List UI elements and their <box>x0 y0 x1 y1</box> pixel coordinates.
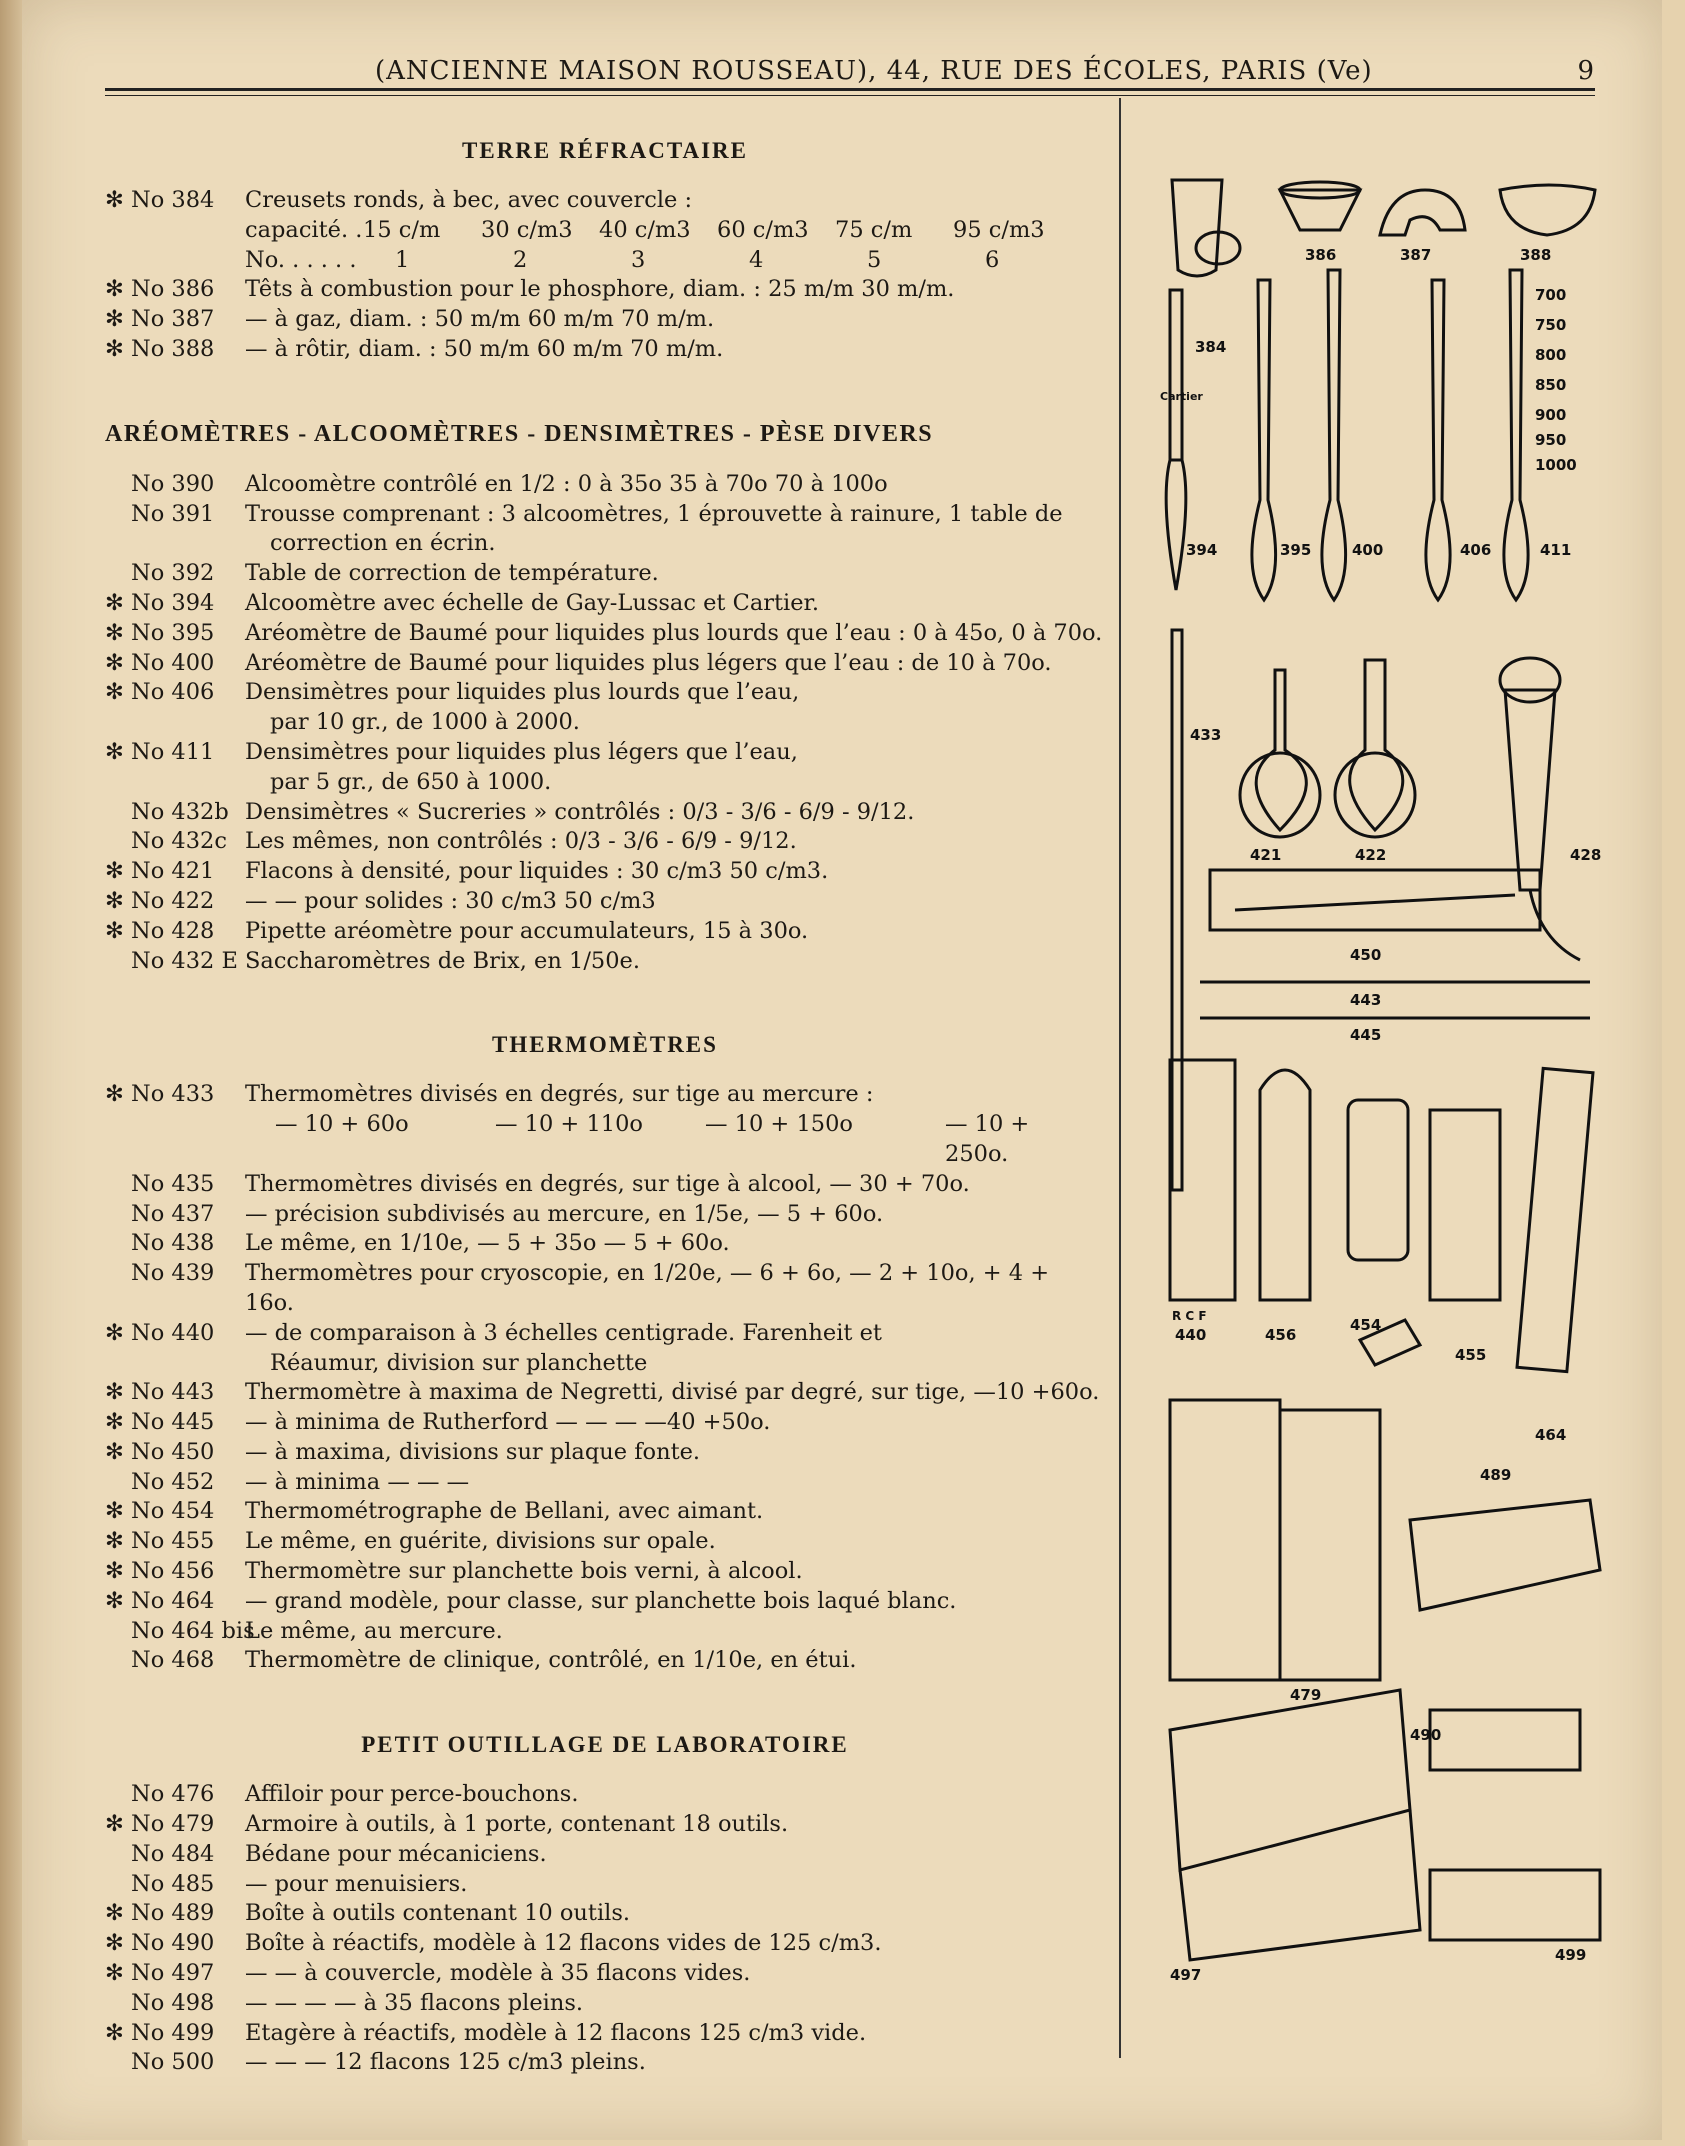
item-description: par 5 gr., de 650 à 1000. <box>270 768 552 795</box>
recommended-mark: ✻ <box>105 1409 124 1436</box>
comparison-thermometer-drawing <box>1170 1060 1235 1300</box>
item-number: No 479 <box>131 1811 215 1838</box>
illustrations-column <box>1160 170 1610 1990</box>
item-description: Alcoomètre contrôlé en 1/2 : 0 à 35o 35 à 70o 70 à 100o <box>245 470 888 497</box>
figure-label-455: 455 <box>1455 1346 1487 1364</box>
size-number: 6 <box>985 246 1000 273</box>
item-number: No 452 <box>131 1468 215 1495</box>
list-item <box>105 917 1105 947</box>
section-title-outillage: PETIT OUTILLAGE DE LABORATOIRE <box>361 1732 849 1758</box>
item-number: No 428 <box>131 917 215 944</box>
item-number: No 499 <box>131 2019 215 2046</box>
item-description: Alcoomètre avec échelle de Gay-Lussac et Cartier. <box>245 589 819 616</box>
figure-label-489: 489 <box>1480 1466 1512 1484</box>
section-title-terre: TERRE RÉFRACTAIRE <box>462 138 748 163</box>
item-number: No 450 <box>131 1438 215 1465</box>
recommended-mark: ✻ <box>105 738 124 765</box>
scale-value: 850 <box>1535 376 1567 394</box>
recommended-mark: ✻ <box>105 276 124 303</box>
item-number: No 500 <box>131 2049 215 2076</box>
recommended-mark: ✻ <box>105 1900 124 1927</box>
recommended-mark: ✻ <box>105 1379 124 1406</box>
item-description: Thermomètres divisés en degrés, sur tige au mercure : <box>245 1081 874 1108</box>
capacity-value: 40 c/m3 <box>599 216 691 243</box>
figure-label-490: 490 <box>1410 1726 1442 1744</box>
recommended-mark: ✻ <box>105 887 124 914</box>
size-number: 3 <box>631 246 646 273</box>
recommended-mark: ✻ <box>105 1960 124 1987</box>
scale-letters: R C F <box>1172 1309 1207 1323</box>
catalog-illustrations <box>1160 170 1610 1990</box>
item-number: No 437 <box>131 1200 215 1227</box>
item-number: No 395 <box>131 619 215 646</box>
density-flask-drawing <box>1256 670 1306 830</box>
list-item <box>105 738 1105 768</box>
capacity-row <box>105 216 1105 246</box>
list-item <box>105 619 1105 649</box>
item-description: Thermomètre à maxima de Negretti, divisé par degré, sur tige, —10 +60o. <box>245 1379 1100 1406</box>
figure-label-456: 456 <box>1265 1326 1297 1344</box>
figure-label-428: 428 <box>1570 846 1602 864</box>
roasting-dish-drawing <box>1500 185 1595 235</box>
figure-label-384: 384 <box>1195 338 1227 356</box>
item-description: Trousse comprenant : 3 alcoomètres, 1 éprouvette à rainure, 1 table de <box>245 500 1063 527</box>
list-item-continuation <box>105 768 1105 798</box>
list-item <box>105 2019 1105 2049</box>
list-item <box>105 589 1105 619</box>
list-item <box>105 1408 1105 1438</box>
list-item-388 <box>105 335 1105 365</box>
list-item <box>105 1259 1105 1319</box>
varnished-thermometer-drawing <box>1260 1070 1310 1300</box>
capacity-label: capacité. . <box>245 216 363 243</box>
item-description: Aréomètre de Baumé pour liquides plus légers que l’eau : de 10 à 70o. <box>245 649 1052 676</box>
list-item <box>105 1617 1105 1647</box>
recommended-mark: ✻ <box>105 2019 124 2046</box>
recommended-mark: ✻ <box>105 649 124 676</box>
item-number: No 433 <box>131 1081 215 1108</box>
scale-value: 950 <box>1535 431 1567 449</box>
item-number: No 391 <box>131 500 215 527</box>
list-item <box>105 1170 1105 1200</box>
item-number: No 387 <box>131 306 215 333</box>
item-number: No 445 <box>131 1409 215 1436</box>
item-number: No 432b <box>131 798 229 825</box>
long-thermometer-drawing <box>1172 630 1182 1190</box>
list-item-386 <box>105 275 1105 305</box>
list-item <box>105 1378 1105 1408</box>
item-number: No 476 <box>131 1781 215 1808</box>
item-number: No 392 <box>131 560 215 587</box>
list-item <box>105 559 1105 589</box>
item-number: No 406 <box>131 679 215 706</box>
item-number: No 411 <box>131 738 215 765</box>
recommended-mark: ✻ <box>105 1319 124 1346</box>
capacity-value: 75 c/m <box>835 216 913 243</box>
item-description: Affiloir pour perce-bouchons. <box>245 1781 579 1808</box>
range-value: — 10 + 60o <box>275 1111 409 1138</box>
capacity-value: 95 c/m3 <box>953 216 1045 243</box>
recommended-mark: ✻ <box>105 858 124 885</box>
list-item <box>105 1899 1105 1929</box>
item-description: — — pour solides : 30 c/m3 50 c/m3 <box>245 887 656 914</box>
item-description: Thermomètres divisés en degrés, sur tige à alcool, — 30 + 70o. <box>245 1170 970 1197</box>
figure-label-479: 479 <box>1290 1686 1322 1704</box>
item-description: Les mêmes, non contrôlés : 0/3 - 3/6 - 6/9 - 9/12. <box>245 828 797 855</box>
capacity-value: 30 c/m3 <box>481 216 573 243</box>
list-item <box>105 1527 1105 1557</box>
item-description: — — — — à 35 flacons pleins. <box>245 1989 584 2016</box>
item-description: — grand modèle, pour classe, sur planchette bois laqué blanc. <box>245 1587 957 1614</box>
reagent-box-drawing <box>1170 1690 1410 1870</box>
list-item <box>105 1229 1105 1259</box>
list-item <box>105 947 1105 977</box>
capacity-value: 60 c/m3 <box>717 216 809 243</box>
item-description: Boîte à outils contenant 10 outils. <box>245 1900 631 1927</box>
reagent-shelf-drawing <box>1430 1870 1600 1940</box>
list-item <box>105 827 1105 857</box>
recommended-mark: ✻ <box>105 1811 124 1838</box>
item-description: Thermomètres pour cryoscopie, en 1/20e, — 6 + 6o, — 2 + 10o, + 4 + 16o. <box>245 1260 1050 1316</box>
list-item <box>105 1929 1105 1959</box>
item-number: No 464 bis <box>131 1617 255 1644</box>
item-number: No 386 <box>131 276 215 303</box>
list-item <box>105 798 1105 828</box>
list-item <box>105 1810 1105 1840</box>
bellani-drawing <box>1348 1100 1408 1260</box>
item-description: Armoire à outils, à 1 porte, contenant 18 outils. <box>245 1811 789 1838</box>
guerite-drawing <box>1430 1110 1500 1300</box>
size-number: 1 <box>395 246 410 273</box>
item-description: — — à couvercle, modèle à 35 flacons vides. <box>245 1960 751 1987</box>
item-number: No 421 <box>131 858 215 885</box>
size-number: 5 <box>867 246 882 273</box>
item-number: No 497 <box>131 1960 215 1987</box>
item-number: No 489 <box>131 1900 215 1927</box>
item-description: Le même, en 1/10e, — 5 + 35o — 5 + 60o. <box>245 1230 730 1257</box>
item-number: No 498 <box>131 1989 215 2016</box>
item-description: — de comparaison à 3 échelles centigrade. Farenheit et <box>245 1319 882 1346</box>
item-description: — — — 12 flacons 125 c/m3 pleins. <box>245 2049 646 2076</box>
list-item <box>105 1557 1105 1587</box>
recommended-mark: ✻ <box>105 1081 124 1108</box>
classroom-thermometer-drawing <box>1517 1068 1593 1371</box>
figure-label-433: 433 <box>1190 726 1222 744</box>
figure-label-400: 400 <box>1352 541 1384 559</box>
item-number: No 438 <box>131 1230 215 1257</box>
figure-label-422: 422 <box>1355 846 1387 864</box>
scale-value: 700 <box>1535 286 1567 304</box>
figure-label-440: 440 <box>1175 1326 1207 1344</box>
list-item <box>105 678 1105 708</box>
figure-label-395: 395 <box>1280 541 1312 559</box>
page-header <box>105 56 1595 90</box>
item-description: Réaumur, division sur planchette <box>270 1349 648 1376</box>
figure-label-387: 387 <box>1400 246 1432 264</box>
item-number: No 454 <box>131 1498 215 1525</box>
item-description: Aréomètre de Baumé pour liquides plus lourds que l’eau : 0 à 45o, 0 à 70o. <box>245 619 1103 646</box>
column-divider <box>1119 98 1121 2058</box>
item-number: No 490 <box>131 1930 215 1957</box>
section-title-areometres: ARÉOMÈTRES - ALCOOMÈTRES - DENSIMÈTRES - PÈSE DIVERS <box>105 420 934 447</box>
item-description: — pour menuisiers. <box>245 1870 468 1897</box>
recommended-mark: ✻ <box>105 1438 124 1465</box>
capacity-value: 15 c/m <box>363 216 441 243</box>
item-description: Bédane pour mécaniciens. <box>245 1840 547 1867</box>
item-description: Thermomètre de clinique, contrôlé, en 1/10e, en étui. <box>245 1647 857 1674</box>
list-item <box>105 1587 1105 1617</box>
size-number: 4 <box>749 246 764 273</box>
item-description: Densimètres pour liquides plus légers que l’eau, <box>245 738 798 765</box>
list-item <box>105 500 1105 530</box>
recommended-mark: ✻ <box>105 1528 124 1555</box>
item-number: No 464 <box>131 1587 215 1614</box>
figure-label-454: 454 <box>1350 1316 1382 1334</box>
list-item <box>105 1200 1105 1230</box>
figure-label-443: 443 <box>1350 991 1382 1009</box>
item-description: — à minima — — — <box>245 1468 470 1495</box>
item-number: No 432 E <box>131 947 238 974</box>
item-description: par 10 gr., de 1000 à 2000. <box>270 709 580 736</box>
header-rule-thin <box>105 95 1595 96</box>
maxima-plate-drawing <box>1210 870 1540 930</box>
list-item <box>105 649 1105 679</box>
page-number: 9 <box>1577 56 1595 86</box>
item-number: No 484 <box>131 1840 215 1867</box>
number-row <box>105 246 1105 276</box>
list-item-433 <box>105 1080 1105 1110</box>
figure-label-386: 386 <box>1305 246 1337 264</box>
scale-value: 750 <box>1535 316 1567 334</box>
item-description: — à gaz, diam. : 50 m/m 60 m/m 70 m/m. <box>245 306 715 333</box>
list-item-384 <box>105 186 1105 216</box>
list-item <box>105 1959 1105 1989</box>
item-description: Flacons à densité, pour liquides : 30 c/m3 50 c/m3. <box>245 858 829 885</box>
item-number: No 456 <box>131 1558 215 1585</box>
areometres-list <box>105 470 1105 977</box>
list-item <box>105 1989 1105 2019</box>
item-description: Creusets ronds, à bec, avec couvercle : <box>245 187 693 213</box>
recommended-mark: ✻ <box>105 306 124 333</box>
item-description: Densimètres « Sucreries » contrôlés : 0/3 - 3/6 - 6/9 - 9/12. <box>245 798 915 825</box>
figure-label-406: 406 <box>1460 541 1492 559</box>
range-value: — 10 + 250o. <box>945 1111 1030 1167</box>
list-item <box>105 1870 1105 1900</box>
recommended-mark: ✻ <box>105 187 124 213</box>
solid-flask-drawing <box>1350 660 1403 830</box>
tool-box-drawing <box>1410 1500 1600 1610</box>
item-description: Densimètres pour liquides plus lourds que l’eau, <box>245 679 800 706</box>
figure-label-499: 499 <box>1555 1946 1587 1964</box>
size-number: 2 <box>513 246 528 273</box>
crucible-drawing <box>1172 180 1222 276</box>
list-item <box>105 1780 1105 1810</box>
item-description: — à rôtir, diam. : 50 m/m 60 m/m 70 m/m. <box>245 335 724 362</box>
item-description: Le même, au mercure. <box>245 1617 503 1644</box>
figure-label-394: 394 <box>1186 541 1218 559</box>
list-item <box>105 1646 1105 1676</box>
item-description: — à minima de Rutherford — — — —40 +50o. <box>245 1409 771 1436</box>
item-number: No 390 <box>131 470 215 497</box>
item-number: No 394 <box>131 589 215 616</box>
list-item <box>105 470 1105 500</box>
item-description: Thermomètre sur planchette bois verni, à alcool. <box>245 1558 803 1585</box>
recommended-mark: ✻ <box>105 917 124 944</box>
list-item <box>105 1468 1105 1498</box>
figure-label-450: 450 <box>1350 946 1382 964</box>
recommended-mark: ✻ <box>105 619 124 646</box>
item-description: Thermométrographe de Bellani, avec aimant. <box>245 1498 764 1525</box>
scale-value: 1000 <box>1535 456 1577 474</box>
item-description: Table de correction de température. <box>245 560 659 587</box>
range-row <box>105 1110 1105 1170</box>
item-description: Pipette aréomètre pour accumulateurs, 15 à 30o. <box>245 917 809 944</box>
item-number: No 435 <box>131 1170 215 1197</box>
recommended-mark: ✻ <box>105 589 124 616</box>
figure-label-411: 411 <box>1540 541 1572 559</box>
figure-label-421: 421 <box>1250 846 1282 864</box>
item-number: No 432c <box>131 828 227 855</box>
item-description: — précision subdivisés au mercure, en 1/5e, — 5 + 60o. <box>245 1200 884 1227</box>
thermometres-list <box>105 1170 1105 1677</box>
item-description: Etagère à réactifs, modèle à 12 flacons 125 c/m3 vide. <box>245 2019 867 2046</box>
item-description: Saccharomètres de Brix, en 1/50e. <box>245 947 641 974</box>
number-label: No. . . . . . <box>245 246 357 273</box>
item-number: No 400 <box>131 649 215 676</box>
item-description: correction en écrin. <box>270 530 496 557</box>
figure-label-464: 464 <box>1535 1426 1567 1444</box>
recommended-mark: ✻ <box>105 1930 124 1957</box>
list-item <box>105 887 1105 917</box>
item-number: No 440 <box>131 1319 215 1346</box>
item-number: No 439 <box>131 1260 215 1287</box>
list-item-continuation <box>105 1349 1105 1379</box>
item-number: No 485 <box>131 1870 215 1897</box>
recommended-mark: ✻ <box>105 1498 124 1525</box>
section-title-thermometres: THERMOMÈTRES <box>492 1032 718 1058</box>
item-description: Têts à combustion pour le phosphore, diam. : 25 m/m 30 m/m. <box>245 276 955 303</box>
figure-label-388: 388 <box>1520 246 1552 264</box>
list-item <box>105 1840 1105 1870</box>
item-description: Le même, en guérite, divisions sur opale. <box>245 1528 716 1555</box>
reagent-rack-small-drawing <box>1430 1710 1580 1770</box>
scale-value: 800 <box>1535 346 1567 364</box>
item-number: No 388 <box>131 335 215 362</box>
list-item <box>105 1438 1105 1468</box>
running-header: (ANCIENNE MAISON ROUSSEAU), 44, RUE DES ÉCOLES, PARIS (Ve) <box>375 56 1373 86</box>
list-item <box>105 2048 1105 2078</box>
tool-cabinet-drawing <box>1170 1400 1280 1680</box>
list-item-387 <box>105 305 1105 335</box>
recommended-mark: ✻ <box>105 1587 124 1614</box>
recommended-mark: ✻ <box>105 1558 124 1585</box>
recommended-mark: ✻ <box>105 679 124 706</box>
range-value: — 10 + 110o <box>495 1111 643 1138</box>
figure-label-445: 445 <box>1350 1026 1382 1044</box>
range-value: — 10 + 150o <box>705 1111 853 1138</box>
list-item <box>105 1319 1105 1349</box>
list-item-continuation <box>105 708 1105 738</box>
item-description: — à maxima, divisions sur plaque fonte. <box>245 1438 701 1465</box>
cartier-scale-label: Cartier <box>1160 390 1203 403</box>
item-number: No 468 <box>131 1647 215 1674</box>
recommended-mark: ✻ <box>105 335 124 362</box>
outillage-list <box>105 1780 1105 2078</box>
list-item-continuation <box>105 529 1105 559</box>
item-number: No 422 <box>131 887 215 914</box>
list-item <box>105 1497 1105 1527</box>
list-item <box>105 857 1105 887</box>
item-number: No 384 <box>131 187 215 213</box>
figure-label-497: 497 <box>1170 1966 1202 1984</box>
header-rule-thick <box>105 88 1595 91</box>
scale-value: 900 <box>1535 406 1567 424</box>
text-column <box>105 130 1105 2078</box>
item-number: No 455 <box>131 1528 215 1555</box>
pipette-bulb-drawing <box>1500 658 1560 702</box>
item-description: Boîte à réactifs, modèle à 12 flacons vides de 125 c/m3. <box>245 1930 882 1957</box>
item-number: No 443 <box>131 1379 215 1406</box>
combustion-cap-drawing <box>1380 190 1465 235</box>
